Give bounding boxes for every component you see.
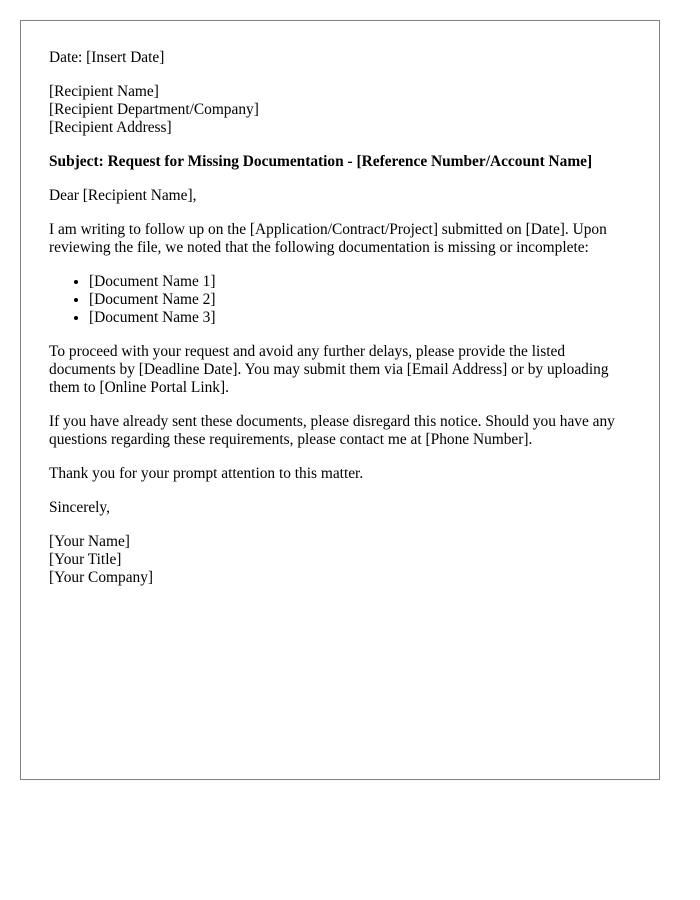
thanks-paragraph: Thank you for your prompt attention to this matter. — [49, 465, 364, 482]
recipient-department: [Recipient Department/Company] — [49, 101, 259, 118]
disregard-paragraph: If you have already sent these documents, please disregard this notice. Should you have any questions regarding these requirements, please contact me at [Phone Number]. — [49, 413, 615, 448]
recipient-address: [Recipient Address] — [49, 119, 172, 136]
signature-block — [49, 533, 631, 587]
closing: Sincerely, — [49, 499, 110, 516]
recipient-name: [Recipient Name] — [49, 83, 159, 100]
list-item: • [Document Name 1] — [89, 273, 631, 291]
subject-line: Subject: Request for Missing Documentation - [Reference Number/Account Name] — [49, 153, 593, 170]
letter-page — [20, 20, 660, 780]
sender-name: [Your Name] — [49, 533, 130, 550]
list-item: • [Document Name 2] — [89, 291, 631, 309]
intro-paragraph: I am writing to follow up on the [Application/Contract/Project] submitted on [Date]. Upon reviewing the file, we noted that the following documentation is missing or incomplete: — [49, 221, 607, 256]
request-paragraph: To proceed with your request and avoid any further delays, please provide the listed documents by [Deadline Date]. You may submit them via [Email Address] or by uploading them to [Online Portal Link]. — [49, 343, 609, 396]
missing-documents-list — [49, 273, 631, 327]
sender-title: [Your Title] — [49, 551, 122, 568]
date-line: Date: [Insert Date] — [49, 49, 165, 66]
sender-company: [Your Company] — [49, 569, 154, 586]
recipient-block — [49, 83, 631, 137]
salutation: Dear [Recipient Name], — [49, 187, 197, 204]
list-item: • [Document Name 3] — [89, 309, 631, 327]
